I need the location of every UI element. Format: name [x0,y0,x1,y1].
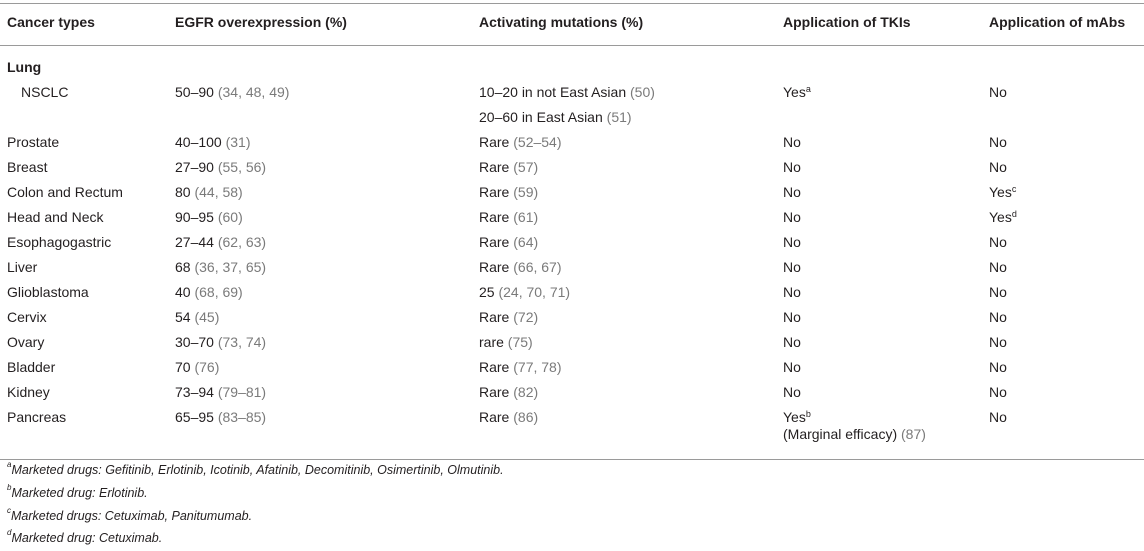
cancer-type-cell [7,358,55,376]
egfr-reference: (76) [194,359,220,375]
mutation-value: 10–20 in not East Asian [479,84,627,100]
mab-cell [989,408,1007,426]
tki-value: No [783,184,801,200]
mab-footnote-mark: c [1011,184,1017,194]
egfr-reference: (83–85) [217,409,267,425]
egfr-value: 50–90 [175,84,214,100]
mutation-cell [479,208,538,226]
mab-cell [989,258,1007,276]
egfr-reference: (60) [217,209,243,225]
cancer-type-cell [7,158,47,176]
cancer-type: Kidney [7,384,50,400]
cancer-type-cell [7,133,59,151]
mutation-value: Rare [479,359,510,375]
egfr-value: 27–44 [175,234,214,250]
mab-value: Yes [989,209,1012,225]
cancer-type-cell [21,83,68,101]
egfr-value: 40–100 [175,134,222,150]
egfr-cell [175,133,251,151]
mab-value: No [989,359,1007,375]
egfr-value: 27–90 [175,159,214,175]
tki-value: Yes [783,84,806,100]
cancer-type: Glioblastoma [7,284,89,300]
egfr-reference: (55, 56) [217,159,267,175]
mutation-cell [479,233,538,251]
mutation-reference: (59) [513,184,539,200]
tki-cell [783,258,801,276]
tki-cell [783,133,801,151]
tki-footnote-mark: a [805,84,811,94]
egfr-value: 80 [175,184,191,200]
mutation-reference: (66, 67) [513,259,562,275]
cancer-type: Bladder [7,359,56,375]
tki-value: No [783,309,801,325]
egfr-cell [175,233,266,251]
tki-value: No [783,234,801,250]
egfr-reference: (44, 58) [194,184,243,200]
mutation-reference: (82) [513,384,539,400]
top-rule [0,3,1144,4]
egfr-reference: (73, 74) [217,334,267,350]
egfr-value: 68 [175,259,191,275]
egfr-cell [175,83,289,101]
mutation-value: Rare [479,209,510,225]
tki-cell [783,408,811,426]
tki-value: No [783,284,801,300]
mutation-reference: (75) [507,334,533,350]
mutation-value: Rare [479,309,510,325]
footnote [7,528,163,545]
mab-cell [989,308,1007,326]
egfr-cell [175,358,219,376]
tki-value: No [783,359,801,375]
group-label-lung: Lung [7,59,42,75]
tki-cell [783,358,801,376]
tki-cell-2 [783,425,926,443]
cancer-type-cell [7,408,66,426]
mab-footnote-mark: d [1011,209,1017,219]
egfr-reference: (68, 69) [194,284,243,300]
cancer-type: Pancreas [7,409,67,425]
tki-cell [783,333,801,351]
mutation-cell [479,358,562,376]
egfr-cell [175,408,266,426]
egfr-cell [175,333,266,351]
mab-cell [989,133,1007,151]
mab-value: No [989,334,1007,350]
footnote-text: Marketed drugs: Cetuximab, Panitumumab. [11,509,253,523]
footnote-mark: b [7,483,12,492]
mutation-cell [479,408,538,426]
cancer-type: Liver [7,259,38,275]
egfr-value: 40 [175,284,191,300]
cancer-type: Prostate [7,134,60,150]
tki-cell [783,183,801,201]
mutation-value: Rare [479,159,510,175]
mutation-reference: (24, 70, 71) [498,284,571,300]
tki-cell [783,283,801,301]
tki-cell [783,383,801,401]
mutation-cell [479,158,538,176]
egfr-value: 70 [175,359,191,375]
tki-cell [783,308,801,326]
egfr-value: 90–95 [175,209,214,225]
mutation-cell [479,333,533,351]
mab-value: No [989,159,1007,175]
mutation-cell [479,283,570,301]
mab-value: No [989,409,1007,425]
cancer-type: Esophagogastric [7,234,112,250]
egfr-cell [175,283,243,301]
tki-value: Yes [783,409,806,425]
egfr-value: 73–94 [175,384,214,400]
egfr-cell [175,383,266,401]
mutation-cell [479,258,562,276]
mutation-value: Rare [479,234,510,250]
cancer-type-cell [7,383,50,401]
mab-value: No [989,309,1007,325]
footnote [7,506,253,523]
mutation-cell [479,383,538,401]
footnote-text: Marketed drugs: Gefitinib, Erlotinib, Icotinib, Afatinib, Decomitinib, Osimertinib, Olmutinib. [11,463,504,477]
egfr-value: 30–70 [175,334,214,350]
mab-cell [989,358,1007,376]
mutation-cell [479,308,538,326]
cancer-type-cell [7,258,37,276]
mutation-value: rare [479,334,504,350]
mab-cell [989,158,1007,176]
mutation-value: 25 [479,284,495,300]
mutation-value: Rare [479,409,510,425]
egfr-cell [175,308,219,326]
tki-cell [783,158,801,176]
mab-value: No [989,234,1007,250]
mutation-reference-2: (51) [606,109,632,125]
cancer-type: Breast [7,159,48,175]
mutation-reference: (52–54) [513,134,562,150]
mutation-value: Rare [479,259,510,275]
bottom-rule [0,459,1144,460]
mutation-cell-2 [479,108,632,126]
cancer-type: Cervix [7,309,47,325]
cancer-type-cell [7,183,123,201]
header-application-tkis: Application of TKIs [783,14,911,30]
footnote-text: Marketed drug: Erlotinib. [11,486,148,500]
footnote-mark: d [7,528,12,537]
footnote-mark: c [7,506,11,515]
mab-value: No [989,259,1007,275]
footnote-mark: a [7,460,12,469]
cancer-type: Ovary [7,334,45,350]
cancer-type: Colon and Rectum [7,184,123,200]
egfr-reference: (34, 48, 49) [217,84,290,100]
mutation-reference: (50) [630,84,655,100]
tki-value: No [783,134,801,150]
egfr-value: 65–95 [175,409,214,425]
mutation-value: Rare [479,134,510,150]
mab-cell [989,83,1007,101]
header-activating-mutations: Activating mutations (%) [479,14,644,30]
mab-value: No [989,284,1007,300]
mutation-reference: (57) [513,159,539,175]
egfr-reference: (79–81) [217,384,267,400]
mutation-cell [479,133,562,151]
mab-value: No [989,134,1007,150]
mab-cell [989,283,1007,301]
mutation-cell [479,83,655,101]
mutation-cell [479,183,538,201]
tki-note-reference: (87) [901,426,926,442]
mab-cell [989,183,1016,201]
mutation-reference: (86) [513,409,539,425]
tki-value: No [783,209,801,225]
tki-note: (Marginal efficacy) [783,426,898,442]
footnote [7,483,148,500]
cancer-type: NSCLC [21,84,69,100]
mutation-reference: (72) [513,309,539,325]
cancer-type-cell [7,308,47,326]
cancer-type-cell [7,333,44,351]
mab-cell [989,233,1007,251]
cancer-type-cell [7,208,104,226]
egfr-reference: (31) [225,134,251,150]
egfr-reference: (62, 63) [217,234,267,250]
mutation-reference: (61) [513,209,539,225]
tki-cell [783,208,801,226]
mutation-value: Rare [479,184,510,200]
tki-value: No [783,384,801,400]
header-application-mabs: Application of mAbs [989,14,1126,30]
mutation-reference: (64) [513,234,539,250]
mab-value: No [989,84,1007,100]
tki-cell [783,233,801,251]
tki-value: No [783,159,801,175]
header-rule [0,45,1144,46]
egfr-reference: (45) [194,309,220,325]
mab-cell [989,333,1007,351]
tki-footnote-mark: b [805,409,811,419]
cancer-type-cell [7,283,89,301]
tki-value: No [783,334,801,350]
header-egfr-overexpression: EGFR overexpression (%) [175,14,347,30]
egfr-reference: (36, 37, 65) [194,259,267,275]
mutation-reference: (77, 78) [513,359,562,375]
mutation-value-2: 20–60 in East Asian [479,109,603,125]
tki-cell [783,83,811,101]
footnote [7,460,504,477]
egfr-cell [175,183,243,201]
mab-cell [989,383,1007,401]
mab-value: No [989,384,1007,400]
egfr-cell [175,258,266,276]
header-cancer-types: Cancer types [7,14,95,30]
egfr-cell [175,158,266,176]
mutation-value: Rare [479,384,510,400]
cancer-type-cell [7,233,111,251]
egfr-cell [175,208,243,226]
cancer-type: Head and Neck [7,209,104,225]
footnote-text: Marketed drug: Cetuximab. [11,531,163,545]
mab-cell [989,208,1017,226]
egfr-value: 54 [175,309,191,325]
mab-value: Yes [989,184,1012,200]
tki-value: No [783,259,801,275]
